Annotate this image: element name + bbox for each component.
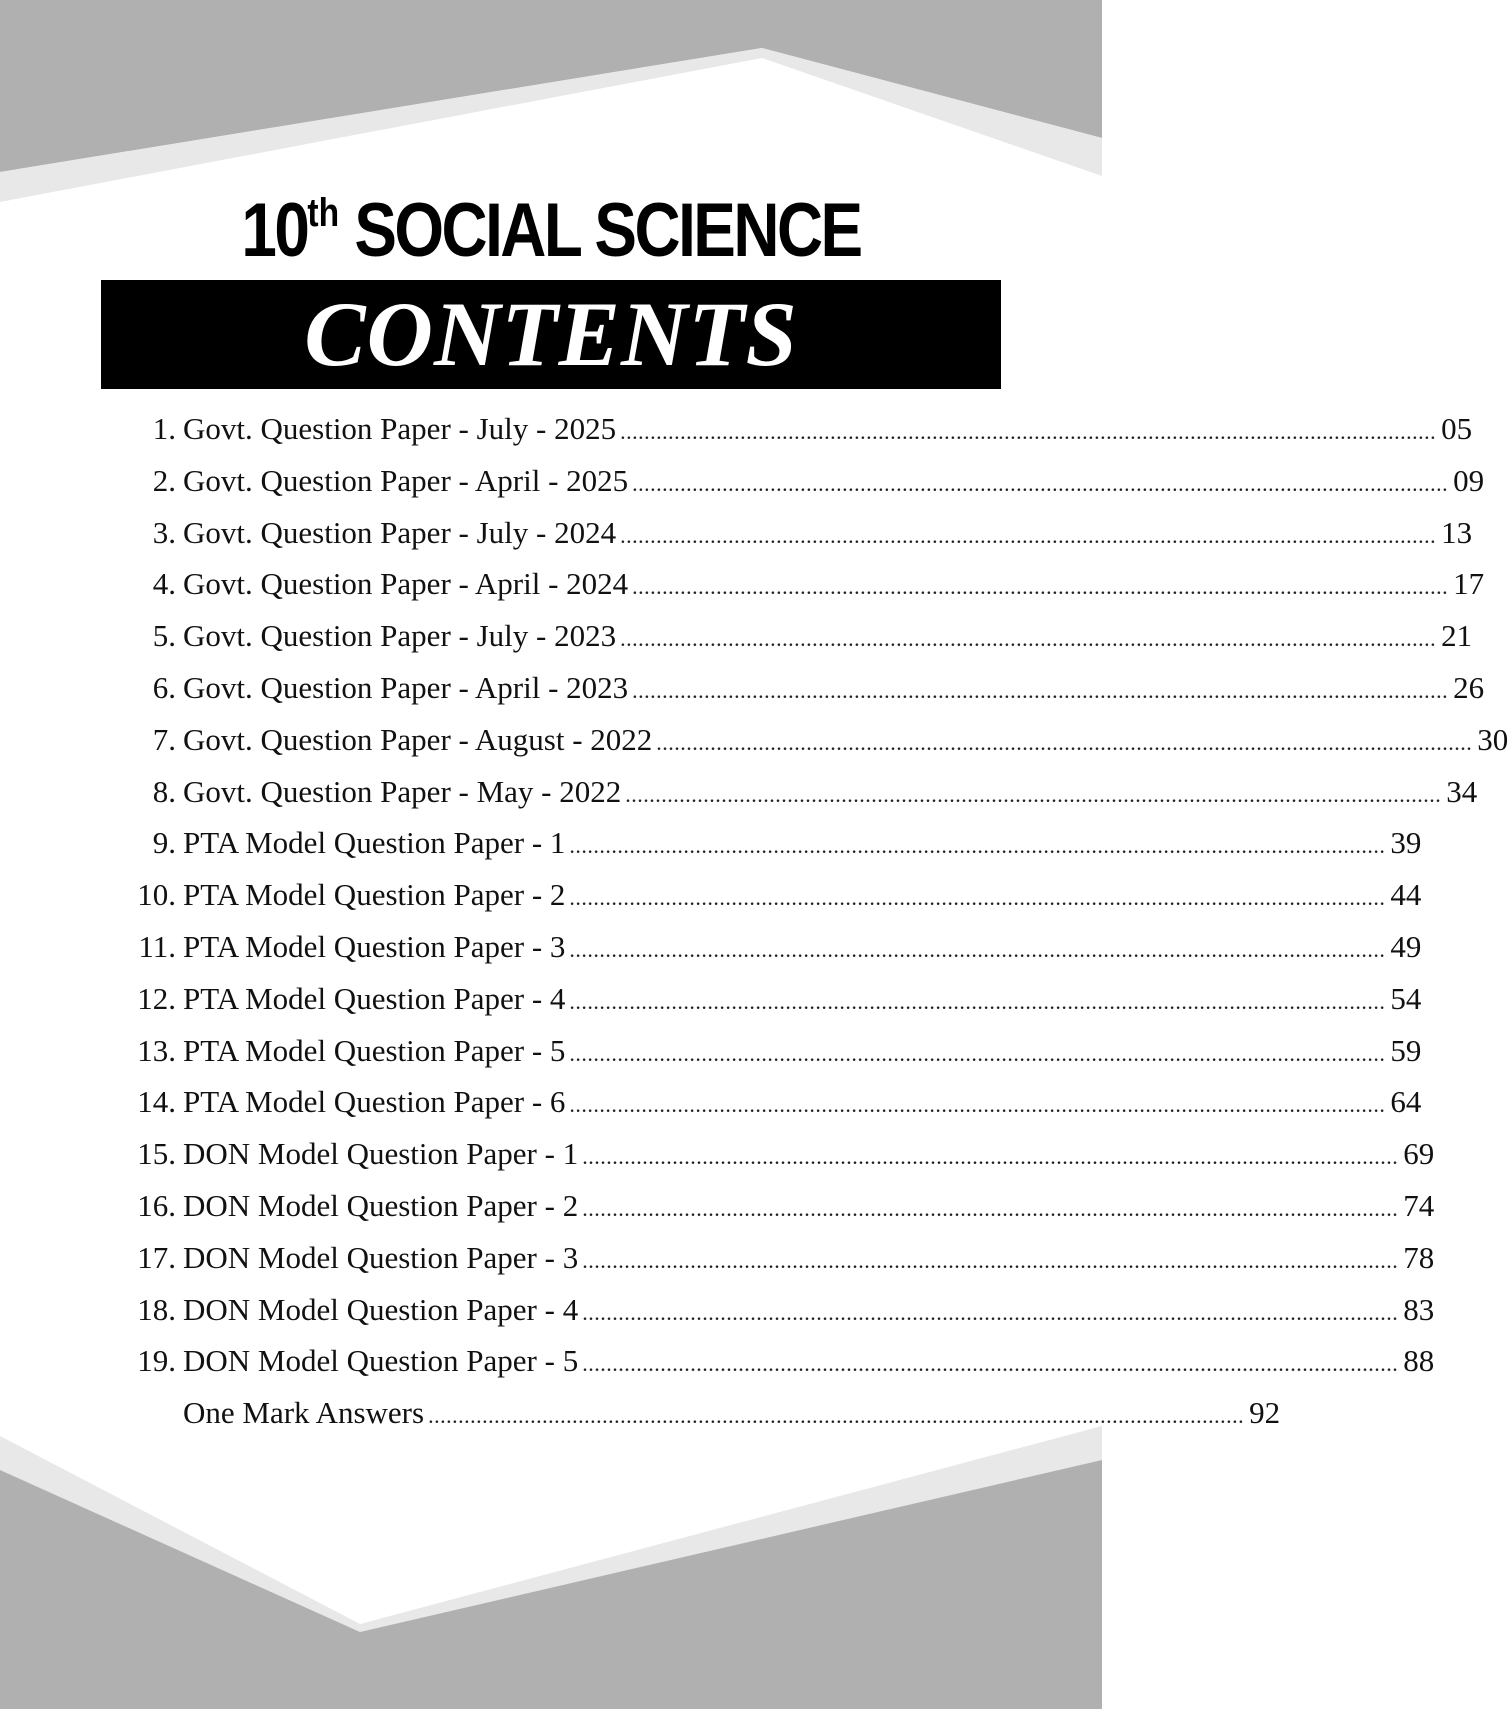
entry-number: 1. xyxy=(152,411,176,446)
toc-entry[interactable] xyxy=(120,662,1485,714)
entry-title: PTA Model Question Paper - 6 xyxy=(183,1084,566,1120)
entry-title: Govt. Question Paper - April - 2025 xyxy=(183,462,629,498)
entry-number: 15. xyxy=(137,1136,176,1172)
entry-title: Govt. Question Paper - May - 2022 xyxy=(183,773,622,809)
contents-banner xyxy=(101,280,1001,389)
entry-number: 6. xyxy=(152,669,176,705)
entry-number: 7. xyxy=(152,721,176,757)
entry-number: 18. xyxy=(137,1291,176,1327)
entry-title: PTA Model Question Paper - 3 xyxy=(183,928,566,964)
entry-number: 10. xyxy=(137,877,176,913)
entry-page: 21 xyxy=(1441,618,1473,654)
entry-number: 14. xyxy=(137,1084,176,1120)
entry-number: 9. xyxy=(152,825,176,861)
toc-entry[interactable] xyxy=(120,455,1485,507)
dot-leader: ........................................................................................................................................ xyxy=(582,1144,1399,1170)
toc-entry[interactable] xyxy=(120,403,1473,455)
toc-entry[interactable] xyxy=(120,1232,1435,1284)
title-prefix: 10 xyxy=(241,188,308,273)
entry-page: 49 xyxy=(1390,928,1422,964)
entry-page: 26 xyxy=(1453,669,1485,705)
dot-leader: ........................................................................................................................................ xyxy=(632,470,1449,496)
table-of-contents xyxy=(120,403,1508,1439)
dot-leader: ........................................................................................................................................ xyxy=(569,885,1386,911)
toc-entry[interactable] xyxy=(120,1076,1422,1128)
entry-page: 78 xyxy=(1403,1239,1435,1275)
title-suffix: SOCIAL SCIENCE xyxy=(339,188,861,273)
dot-leader: ........................................................................................................................................ xyxy=(569,1092,1386,1118)
entry-page: 59 xyxy=(1390,1032,1422,1068)
contents-heading: CONTENTS xyxy=(304,283,798,385)
entry-number: 19. xyxy=(137,1343,176,1379)
entry-title: Govt. Question Paper - August - 2022 xyxy=(183,721,653,757)
toc-entry[interactable] xyxy=(120,714,1508,766)
entry-number: 4. xyxy=(152,566,176,602)
toc-entry[interactable] xyxy=(120,1335,1435,1387)
entry-number: 3. xyxy=(152,514,176,550)
entry-page: 09 xyxy=(1453,462,1485,498)
toc-entry[interactable] xyxy=(120,921,1422,973)
entry-number: 2. xyxy=(152,462,176,498)
toc-entry[interactable] xyxy=(120,817,1422,869)
entry-page: 74 xyxy=(1403,1187,1435,1223)
entry-title: DON Model Question Paper - 2 xyxy=(183,1187,579,1223)
entry-page: 88 xyxy=(1403,1343,1435,1379)
dot-leader: ........................................................................................................................................ xyxy=(569,936,1386,962)
entry-title: PTA Model Question Paper - 1 xyxy=(183,825,566,861)
dot-leader: ........................................................................................................................................ xyxy=(632,574,1449,600)
entry-page: 92 xyxy=(1249,1395,1281,1431)
entry-number: 12. xyxy=(137,980,176,1016)
entry-title: DON Model Question Paper - 1 xyxy=(183,1136,579,1172)
toc-entry[interactable] xyxy=(120,869,1422,921)
entry-number: 8. xyxy=(152,773,176,809)
entry-page: 30 xyxy=(1477,721,1508,757)
entry-title: DON Model Question Paper - 4 xyxy=(183,1291,579,1327)
title-superscript: th xyxy=(307,191,340,235)
dot-leader: ........................................................................................................................................ xyxy=(569,988,1386,1014)
entry-title: PTA Model Question Paper - 4 xyxy=(183,980,566,1016)
entry-page: 64 xyxy=(1390,1084,1422,1120)
entry-title: One Mark Answers xyxy=(183,1395,425,1431)
entry-page: 34 xyxy=(1446,773,1478,809)
dot-leader: ........................................................................................................................................ xyxy=(620,626,1437,652)
entry-page: 54 xyxy=(1390,980,1422,1016)
entry-page: 17 xyxy=(1453,566,1485,602)
entry-title: Govt. Question Paper - April - 2024 xyxy=(183,566,629,602)
entry-title: PTA Model Question Paper - 5 xyxy=(183,1032,566,1068)
toc-entry[interactable] xyxy=(120,766,1478,818)
page-title xyxy=(88,168,1014,276)
entry-title: PTA Model Question Paper - 2 xyxy=(183,877,566,913)
toc-entry[interactable] xyxy=(120,1180,1435,1232)
entry-title: DON Model Question Paper - 5 xyxy=(183,1343,579,1379)
entry-number: 16. xyxy=(137,1187,176,1223)
toc-entry[interactable] xyxy=(120,610,1473,662)
entry-title: Govt. Question Paper - July - 2023 xyxy=(183,618,617,654)
entry-title: Govt. Question Paper - July - 2025 xyxy=(183,411,617,446)
entry-number: 17. xyxy=(137,1239,176,1275)
dot-leader: ........................................................................................................................................ xyxy=(582,1299,1399,1325)
entry-title: Govt. Question Paper - April - 2023 xyxy=(183,669,629,705)
entry-title: Govt. Question Paper - July - 2024 xyxy=(183,514,617,550)
entry-page: 39 xyxy=(1390,825,1422,861)
entry-page: 13 xyxy=(1441,514,1473,550)
dot-leader: ........................................................................................................................................ xyxy=(620,419,1437,444)
entry-title: DON Model Question Paper - 3 xyxy=(183,1239,579,1275)
dot-leader: ........................................................................................................................................ xyxy=(569,833,1386,859)
dot-leader: ........................................................................................................................................ xyxy=(569,1040,1386,1066)
dot-leader: ........................................................................................................................................ xyxy=(582,1247,1399,1273)
dot-leader: ........................................................................................................................................ xyxy=(428,1403,1245,1429)
toc-entry[interactable] xyxy=(120,558,1485,610)
toc-entry[interactable] xyxy=(120,507,1473,559)
toc-entry[interactable] xyxy=(120,1284,1435,1336)
dot-leader: ........................................................................................................................................ xyxy=(625,781,1442,807)
dot-leader: ........................................................................................................................................ xyxy=(620,522,1437,548)
toc-entry[interactable] xyxy=(120,1387,1281,1439)
toc-entry[interactable] xyxy=(120,1025,1422,1077)
toc-entry[interactable] xyxy=(120,973,1422,1025)
entry-number: 13. xyxy=(137,1032,176,1068)
entry-number: 5. xyxy=(152,618,176,654)
toc-entry[interactable] xyxy=(120,1128,1435,1180)
entry-page: 44 xyxy=(1390,877,1422,913)
entry-page: 69 xyxy=(1403,1136,1435,1172)
dot-leader: ........................................................................................................................................ xyxy=(632,677,1449,703)
dot-leader: ........................................................................................................................................ xyxy=(582,1351,1399,1377)
entry-number: 11. xyxy=(138,928,176,964)
dot-leader: ........................................................................................................................................ xyxy=(582,1195,1399,1221)
entry-page: 83 xyxy=(1403,1291,1435,1327)
entry-page: 05 xyxy=(1441,411,1473,446)
dot-leader: ........................................................................................................................................ xyxy=(656,729,1473,755)
